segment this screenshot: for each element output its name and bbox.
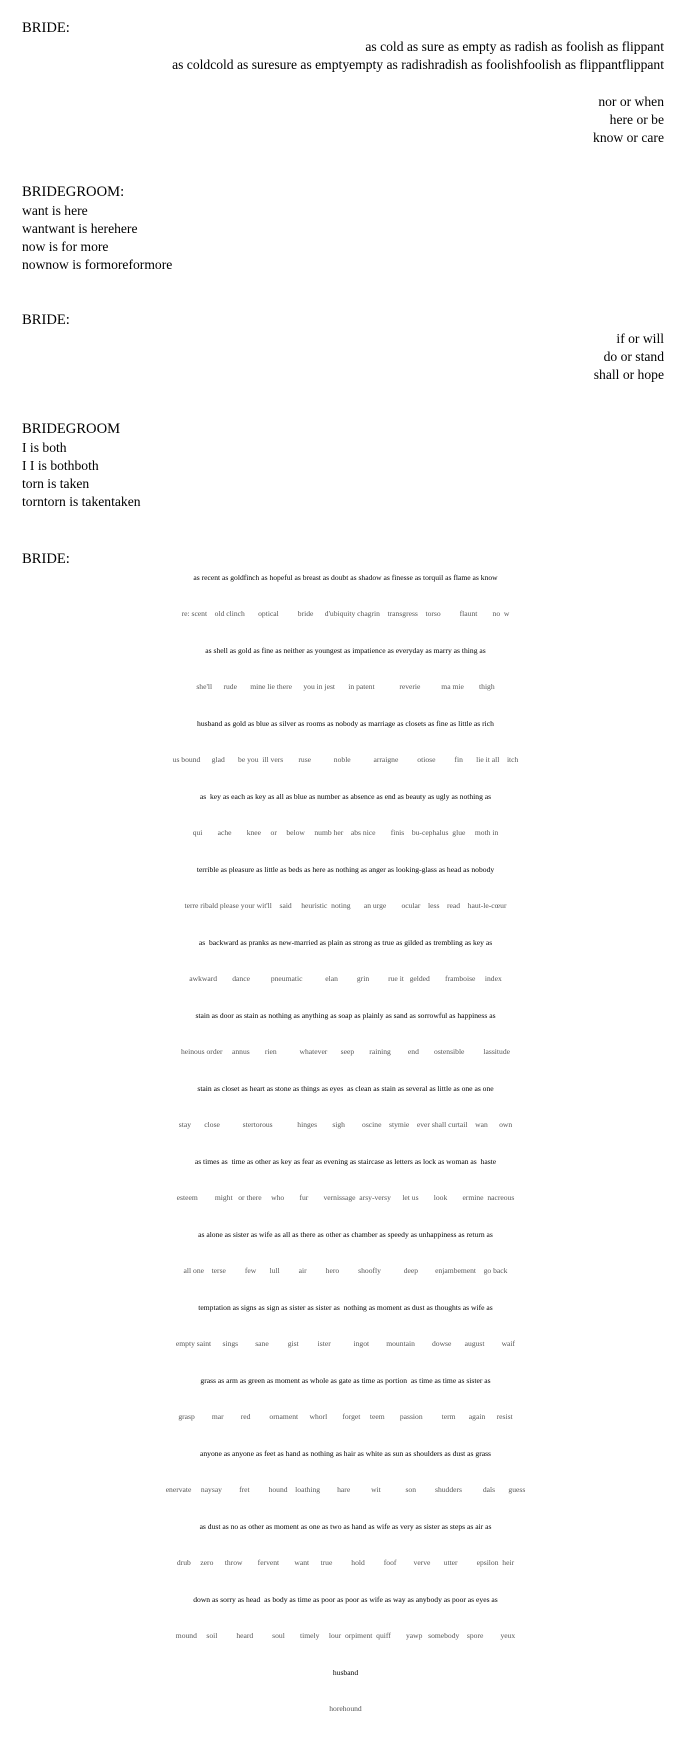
bride-line-1: as cold as sure as empty as radish as foolish as flippant [365, 39, 664, 54]
bridegroom2-line-3: torn is taken [22, 476, 90, 491]
pair-13-line: anyone as anyone as feet as hand as nothing as hair as white as sun as shoulders as dust as grass [199, 1449, 492, 1458]
pair-12-line: grass as arm as green as moment as whole as gate as time as portion as time as time as sister as [200, 1376, 491, 1385]
bride-right-line-1: nor or when [598, 94, 664, 109]
pair-4-gloss: qui ache knee or below numb her abs nice finis bu-cephalus glue moth in [192, 828, 499, 837]
pair-6-line: as backward as pranks as new-married as plain as strong as true as gilded as trembling as key as [198, 938, 493, 947]
speaker-bride-3: BRIDE: [22, 551, 70, 567]
pair-9-line: as times as time as other as key as fear as evening as staircase as letters as lock as woman as haste [194, 1157, 497, 1166]
pair-2-line: as shell as gold as fine as neither as youngest as impatience as everyday as marry as thing as [205, 646, 486, 655]
bridegroom-line-4: nownow is formoreformore [22, 257, 173, 272]
pair-7-line: stain as door as stain as nothing as anything as soap as plainly as sand as sorrowful as happiness as [195, 1011, 496, 1020]
bride-line-2: as coldcold as suresure as emptyempty as radishradish as foolishfoolish as flippantflippant [172, 57, 664, 72]
bridegroom-line-2: wantwant is herehere [22, 221, 138, 236]
bridegroom2-line-2: I I is bothboth [22, 458, 99, 473]
pair-1-gloss: re: scent old clinch optical bride d'ubiquity chagrin transgress torso flaunt no w [181, 609, 510, 618]
pair-7-gloss: heinous order annus rien whatever seep raining end ostensible lassitude [180, 1047, 510, 1056]
speaker-bridegroom-1: BRIDEGROOM: [22, 184, 125, 200]
bridegroom2-line-1: I is both [22, 440, 67, 455]
bridegroom2-line-4: torntorn is takentaken [22, 494, 141, 509]
pair-3-gloss: us bound glad be you ill vers ruse noble arraigne otiose fin lie it all itch [172, 755, 519, 764]
pair-10-gloss: all one terse few lull air hero shoofly deep enjambement go back [183, 1266, 508, 1275]
bride2-right-line-3: shall or hope [593, 367, 664, 382]
pair-1-line: as recent as goldfinch as hopeful as breast as doubt as shadow as finesse as torquil as flame as know [193, 573, 498, 582]
pair-16-line: husband [332, 1668, 359, 1677]
pair-9-gloss: esteem might or there who fur vernissage arsy-versy let us look ermine nacreous [176, 1193, 515, 1202]
pair-14-gloss: drub zero throw fervent want true hold foof verve utter epsilon heir [176, 1558, 515, 1567]
speaker-bridegroom-2: BRIDEGROOM [22, 421, 121, 437]
pair-15-gloss: mound soil heard soul timely lour orpiment quiff yawp somebody spore yeux [175, 1631, 516, 1640]
pair-6-gloss: awkward dance pneumatic elan grin rue it gelded framboise index [189, 974, 502, 983]
bride-right-line-3: know or care [593, 130, 664, 145]
pair-8-gloss: stay close stertorous hinges sigh oscine stymie ever shall curtail wan own [178, 1120, 513, 1129]
bridegroom-line-3: now is for more [22, 239, 109, 254]
pair-15-line: down as sorry as head as body as time as poor as poor as wife as way as anybody as poor as eyes as [193, 1595, 498, 1604]
pair-8-line: stain as closet as heart as stone as things as eyes as clean as stain as several as little as one as one [197, 1084, 494, 1093]
pair-11-line: temptation as signs as sign as sister as sister as nothing as moment as dust as thoughts as wife as [198, 1303, 493, 1312]
pair-4-line: as key as each as key as all as blue as number as absence as end as beauty as ugly as nothing as [199, 792, 492, 801]
pair-13-gloss: enervate naysay fret hound loathing hare wit son shudders daïs guess [165, 1485, 526, 1494]
speaker-bride-1: BRIDE: [22, 20, 70, 36]
pair-12-gloss: grasp mar red ornament whorl forget teem passion term again resist [178, 1412, 513, 1421]
pair-5-gloss: terre ribald please your wit'll said heuristic noting an urge ocular less read haut-le-cœur [184, 901, 507, 910]
speaker-bride-2: BRIDE: [22, 312, 70, 328]
bridegroom-line-1: want is here [22, 203, 88, 218]
pair-5-line: terrible as pleasure as little as beds as here as nothing as anger as looking-glass as head as nobody [196, 865, 495, 874]
pair-2-gloss: she'll rude mine lie there you in jest in patent reverie ma mie thigh [196, 682, 495, 691]
pair-11-gloss: empty saint sings sane gist ister ingot mountain dowse august waif [175, 1339, 516, 1348]
pair-10-line: as alone as sister as wife as all as there as other as chamber as speedy as unhappiness as return as [198, 1230, 493, 1239]
bride2-right-line-1: if or will [616, 331, 664, 346]
pair-14-line: as dust as no as other as moment as one as two as hand as wife as very as sister as steps as air as [199, 1522, 492, 1531]
bride-right-line-2: here or be [609, 112, 664, 127]
pair-16-gloss: horehound [329, 1704, 362, 1713]
pair-3-line: husband as gold as blue as silver as rooms as nobody as marriage as closets as fine as little as rich [197, 719, 494, 728]
bride2-right-line-2: do or stand [603, 349, 664, 364]
